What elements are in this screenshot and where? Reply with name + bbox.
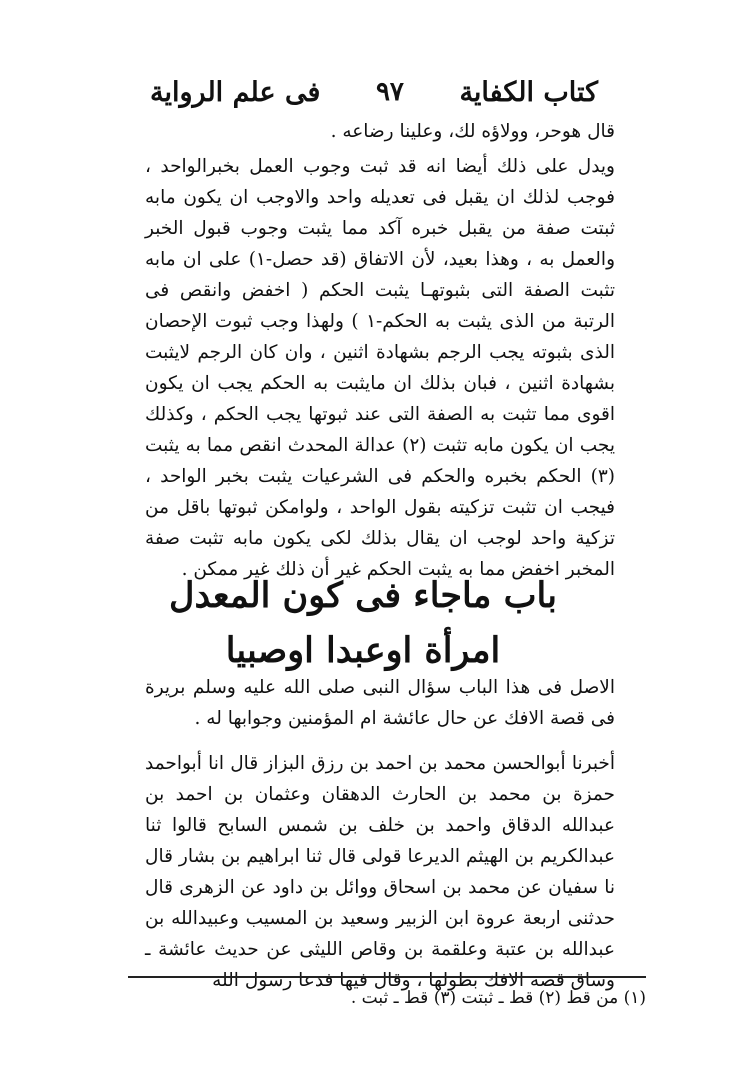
- page-number: ٩٧: [375, 77, 404, 107]
- footnote: (١) من قط (٢) قط ـ ثبتت (٣) قط ـ ثبت .: [350, 988, 646, 1008]
- running-header: [150, 70, 598, 114]
- paragraph: الاصل فى هذا الباب سؤال النبى صلى الله عليه وسلم بريرة فى قصة الافك عن حال عائشة ام المؤمنين وجوابها له .: [145, 677, 615, 729]
- paragraph: أخبرنا أبوالحسن محمد بن احمد بن رزق البزاز قال انا أبواحمد حمزة بن محمد بن الحارث الدهقان وعثمان بن احمد بن عبدالله الدقاق واحمد بن خلف بن شمس السابح قالوا ثنا عبدالكريم بن الهيثم الديرعا قولى قال ثنا ابراهيم بن بشار قال نا سفيان عن محمد بن اسحاق ووائل بن داود عن الزهرى قال حدثنى اربعة عروة ابن الزبير وسعيد بن المسيب وعبيدالله بن عبدالله بن عتبة وعلقمة بن وقاص الليثى عن حديث عائشة ـ وساق قصة الافك بطولها ، وقال فيها فدعا رسول الله: [145, 753, 615, 991]
- chapter-title-line-1: باب ماجاء فى كون المعدل: [169, 575, 557, 616]
- chapter-title-line-2: امرأة اوعبدا اوصبيا: [225, 630, 501, 671]
- main-text-top: [145, 116, 615, 585]
- header-section-title: فى علم الرواية: [150, 76, 321, 108]
- paragraph: ويدل على ذلك أيضا انه قد ثبت وجوب العمل بخبرالواحد ، فوجب لذلك ان يقبل فى تعديله واحد والاوجب ان يكون مابه ثبتت صفة من يقبل خبره آكد مما يثبت وجوب قبول الخبر والعمل به ، وهذا بعيد، لأن الاتفاق (قد حصل-١) على ان مابه تثبت الصفة التى بثبوتهـا يثبت الحكم ( اخفض وانقص فى الرتبة من الذى يثبت به الحكم-١ ) ولهذا وجب ثبوت الإحصان الذى بثبوته يجب الرجم بشهادة اثنين ، وان كان الرجم لايثبت بشهادة اثنين ، فبان بذلك ان مايثبت به الحكم يجب ان يكون اقوى مما تثبت به الصفة التى عند ثبوتها يجب الحكم ، وكذلك يجب ان يكون مابه تثبت (٢) عدالة المحدث انقص مما به يثبت (٣) الحكم بخبره والحكم فى الشرعيات يثبت بخبر الواحد ، فيجب ان تثبت تزكيته بقول الواحد ، ولوامكن ثبوتها باقل من تزكية واحد لوجب ان يقال بذلك لكى يكون مابه تثبت صفة المخبر اخفض مما به يثبت الحكم غير أن ذلك غير ممكن .: [145, 156, 615, 580]
- chapter-title: [128, 572, 598, 676]
- paragraph: قال هوحر، وولاؤه لك، وعلينا رضاعه .: [330, 121, 615, 142]
- footnote-divider: [128, 976, 646, 978]
- main-text-bottom: [145, 672, 615, 996]
- header-book-title: كتاب الكفاية: [459, 76, 598, 108]
